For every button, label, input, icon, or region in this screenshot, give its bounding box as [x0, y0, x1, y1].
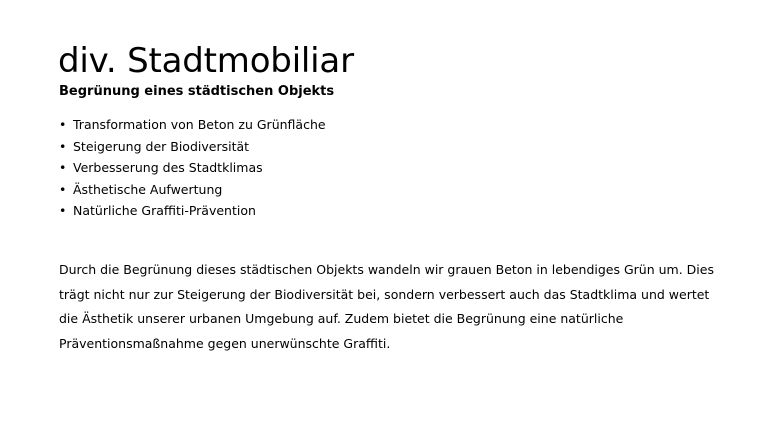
bullet-icon: •	[59, 138, 67, 154]
bullet-item	[59, 200, 326, 222]
bullet-list	[59, 114, 326, 222]
bullet-item	[59, 179, 326, 201]
slide-subtitle: Begrünung eines städtischen Objekts	[59, 84, 335, 99]
bullet-text: Verbesserung des Stadtklimas	[73, 160, 263, 175]
paragraph-line: Durch die Begrünung dieses städtischen Objekts wandeln wir grauen Beton in lebendiges Grün um. Dies	[59, 262, 714, 277]
paragraph-line: die Ästhetik unserer urbanen Umgebung auf. Zudem bietet die Begrünung eine natürliche	[59, 311, 624, 326]
bullet-text: Steigerung der Biodiversität	[73, 138, 250, 154]
bullet-item	[59, 114, 326, 136]
bullet-icon: •	[59, 203, 67, 218]
bullet-text: Ästhetische Aufwertung	[73, 181, 223, 197]
description-paragraph	[59, 258, 719, 356]
paragraph-line: trägt nicht nur zur Steigerung der Biodiversität bei, sondern verbessert auch das Stadtklima und wertet	[59, 286, 710, 302]
bullet-text: Transformation von Beton zu Grünfläche	[73, 117, 326, 132]
bullet-item	[59, 136, 326, 158]
bullet-icon: •	[59, 181, 67, 197]
bullet-icon: •	[59, 160, 67, 175]
bullet-text: Natürliche Graffiti-Prävention	[73, 203, 256, 218]
bullet-icon: •	[59, 117, 67, 132]
slide-title: div. Stadtmobiliar	[58, 41, 354, 81]
bullet-item	[59, 157, 326, 179]
paragraph-line: Präventionsmaßnahme gegen unerwünschte Graffiti.	[59, 335, 391, 351]
